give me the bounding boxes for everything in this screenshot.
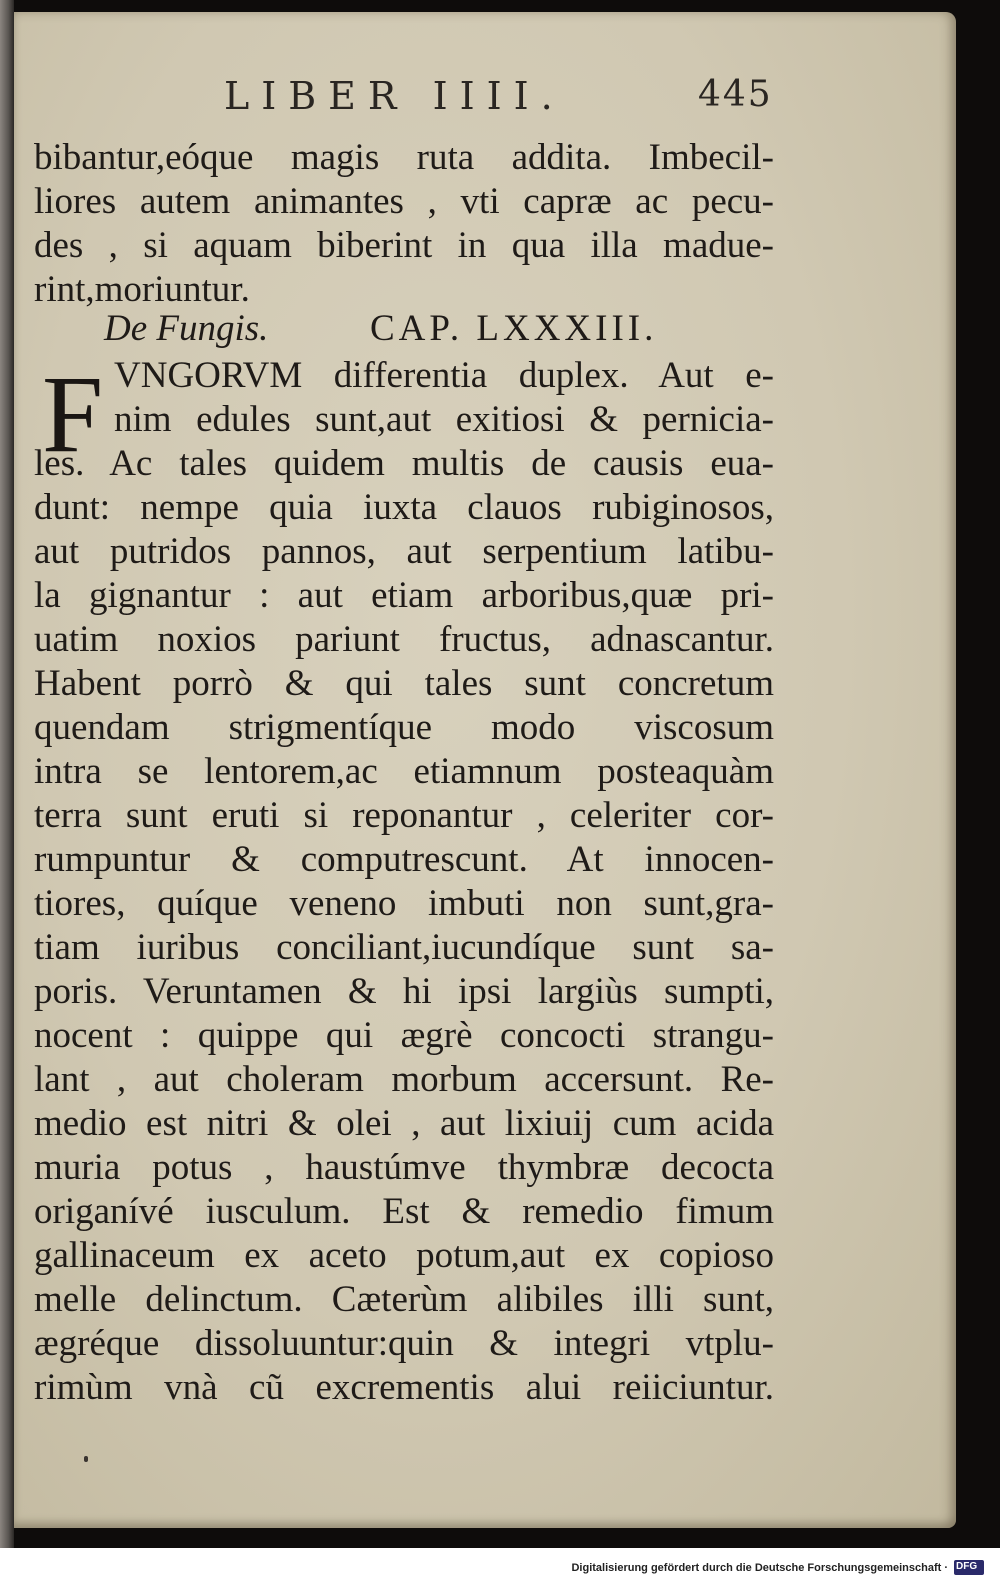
text-line: intra se lentorem,ac etiamnum posteaquàm [34,751,774,792]
running-title: LIBER IIII. [224,74,565,118]
funding-credit: Digitalisierung gefördert durch die Deutsche Forschungsgemeinschaft · [571,1562,948,1574]
text-line: des , si aquam biberint in qua illa madue- [34,225,774,266]
book-spine-edge [0,0,14,1548]
dfg-logo-text: DFG [956,1561,978,1572]
text-line: rimùm vnà cũ excrementis alui reiiciuntur. [34,1367,774,1408]
chapter-heading [104,307,784,355]
text-line: ægréque dissoluuntur:quin & integri vtplu- [34,1323,774,1364]
chapter-number: CAP. LXXXIII. [370,308,658,349]
text-line: melle delinctum. Cæterùm alibiles illi sunt, [34,1279,774,1320]
text-line: origanívé iusculum. Est & remedio fimum [34,1191,774,1232]
text-line: nim edules sunt,aut exitiosi & pernicia- [114,399,774,440]
text-line: tiores, quíque veneno imbuti non sunt,gra- [34,883,774,924]
text-line: bibantur,eóque magis ruta addita. Imbecil- [34,137,774,178]
attribution-footer [0,1548,1000,1587]
text-line: rint,moriuntur. [34,269,250,310]
text-line: muria potus , haustúmve thymbræ decocta [34,1147,774,1188]
page-content [14,12,956,1528]
text-line: dunt: nempe quia iuxta clauos rubiginosos, [34,487,774,528]
running-head [14,74,956,130]
text-line: gallinaceum ex aceto potum,aut ex copioso [34,1235,774,1276]
book-page [14,12,956,1528]
text-line: la gignantur : aut etiam arboribus,quæ pri- [34,575,774,616]
dfg-logo [954,1560,984,1575]
text-line: VNGORVM differentia duplex. Aut e- [114,355,774,396]
text-line: liores autem animantes , vti capræ ac pecu- [34,181,774,222]
text-line: uatim noxios pariunt fructus, adnascantur. [34,619,774,660]
margin-mark [84,1456,88,1462]
chapter-title: De Fungis. [104,308,269,349]
text-line: lant , aut choleram morbum accersunt. Re- [34,1059,774,1100]
drop-initial: F [42,353,104,475]
text-line: medio est nitri & olei , aut lixiuij cum acida [34,1103,774,1144]
text-line: quendam strigmentíque modo viscosum [34,707,774,748]
text-line: poris. Veruntamen & hi ipsi largiùs sumpti, [34,971,774,1012]
text-line: aut putridos pannos, aut serpentium latibu- [34,531,774,572]
text-line: les. Ac tales quidem multis de causis eua- [34,443,774,484]
text-line: Habent porrò & qui tales sunt concretum [34,663,774,704]
text-line: rumpuntur & computrescunt. At innocen- [34,839,774,880]
text-line: tiam iuribus conciliant,iucundíque sunt sa- [34,927,774,968]
text-line: terra sunt eruti si reponantur , celeriter cor- [34,795,774,836]
text-line: nocent : quippe qui ægrè concocti strangu- [34,1015,774,1056]
page-number: 445 [698,74,773,115]
